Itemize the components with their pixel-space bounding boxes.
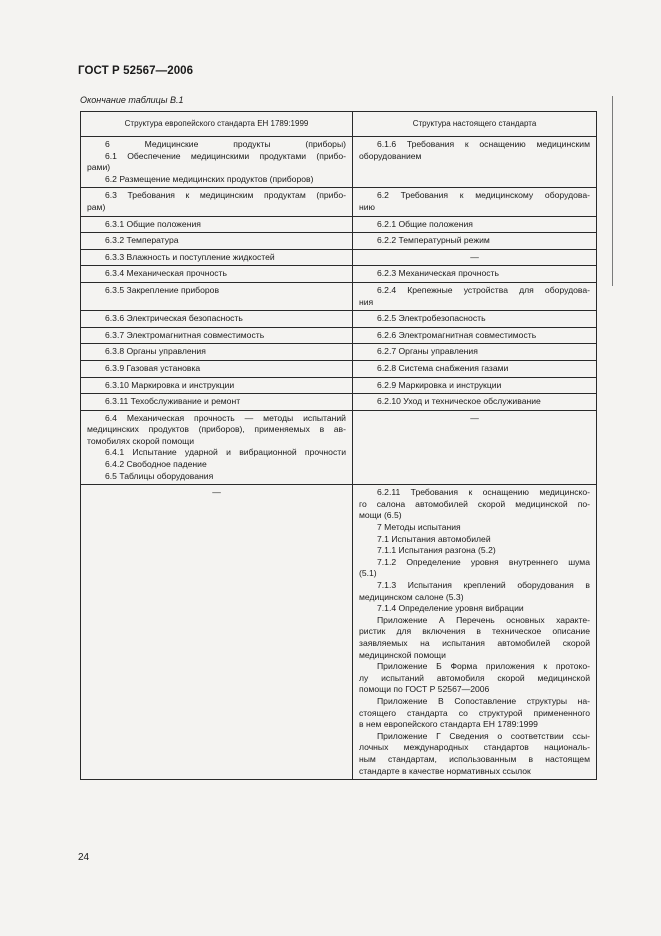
cell-line: 6.2.4 Крепежные устройства для оборудова- [377, 284, 590, 295]
cell-national [353, 485, 597, 780]
cell-european [81, 282, 353, 310]
cell-line: 7 Методы испытания [377, 522, 461, 533]
cell-national [353, 360, 597, 377]
cell-line: 6.4.2 Свободное падение [105, 459, 207, 470]
cell-line: томобилях скорой помощи [87, 435, 195, 446]
table-row [81, 137, 597, 188]
cell-line: рам) [87, 201, 106, 212]
cell-line: 6.2.6 Электромагнитная совместимость [377, 329, 537, 340]
cell-european [81, 266, 353, 283]
cell-line: 6.2 Требования к медицинскому оборудова- [377, 190, 590, 201]
cell-european [81, 188, 353, 216]
cell-european [81, 410, 353, 485]
cell-line: 6.3.9 Газовая установка [105, 362, 201, 373]
cell-european [81, 311, 353, 328]
cell-line: 6.2.3 Механическая прочность [377, 268, 499, 279]
cell-line: ния [359, 296, 374, 307]
cell-line: стоящего стандарта со структурой примененного [359, 707, 590, 718]
cell-line: 6.3.10 Маркировка и инструкции [105, 379, 235, 390]
cell-line: 6.2.9 Маркировка и инструкции [377, 379, 502, 390]
cell-line: 6.4.1 Испытание ударной и вибрационной прочности [105, 447, 346, 458]
cell-line: 6.3.1 Общие положения [105, 218, 201, 229]
cell-national [353, 266, 597, 283]
cell-european [81, 233, 353, 250]
table-row [81, 266, 597, 283]
cell-european [81, 485, 353, 780]
cell-national [353, 344, 597, 361]
cell-national [353, 282, 597, 310]
cell-line: Приложение В Сопоставление структуры на- [377, 695, 590, 706]
cell-line: 6.1 Обеспечение медицинскими продуктами (прибо- [105, 150, 346, 161]
table-row [81, 327, 597, 344]
table-row [81, 188, 597, 216]
structure-comparison-table [80, 111, 597, 780]
cell-national [353, 410, 597, 485]
cell-line: 6.2 Размещение медицинских продуктов (приборов) [105, 173, 314, 184]
cell-line: заявляемых на испытания автомобилей скорой [359, 637, 590, 648]
cell-line: лу испытаний автомобиля скорой медицинской [359, 672, 590, 683]
cell-european [81, 216, 353, 233]
cell-line: медицинских продуктов (приборов), применяемых в ав- [87, 424, 346, 435]
cell-line: го салона автомобилей скорой медицинской по- [359, 498, 590, 509]
cell-european [81, 360, 353, 377]
table-row [81, 311, 597, 328]
table-caption: Окончание таблицы В.1 [80, 95, 184, 105]
table-row [81, 344, 597, 361]
cell-line: 7.1 Испытания автомобилей [377, 533, 491, 544]
cell-line: медицинском салоне (5.3) [359, 591, 464, 602]
margin-rule [612, 96, 613, 286]
cell-national [353, 311, 597, 328]
cell-line: 6.2.5 Электробезопасность [377, 313, 486, 324]
cell-line: мощи (6.5) [359, 510, 402, 521]
table-row [81, 377, 597, 394]
cell-national [353, 377, 597, 394]
cell-line: 6.3.6 Электрическая безопасность [105, 313, 243, 324]
cell-european [81, 377, 353, 394]
cell-line: 6.4 Механическая прочность — методы испытаний [105, 412, 346, 423]
table-header-row [81, 112, 597, 137]
cell-dash: — [212, 487, 221, 498]
cell-line: 6.2.2 Температурный режим [377, 235, 490, 246]
cell-line: 6.2.8 Система снабжения газами [377, 362, 509, 373]
cell-line: 7.1.2 Определение уровня внутреннего шума [377, 556, 590, 567]
cell-line: Приложение Б Форма приложения к протоко- [377, 661, 590, 672]
cell-european [81, 394, 353, 411]
cell-line: Приложение А Перечень основных характе- [377, 614, 590, 625]
cell-line: помощи по ГОСТ Р 52567—2006 [359, 684, 490, 695]
cell-european [81, 249, 353, 266]
cell-european [81, 344, 353, 361]
cell-line: ным стандартам, использованным в настоящем [359, 753, 590, 764]
cell-line: 6.2.11 Требования к оснащению медицинско- [377, 487, 590, 498]
cell-line: Приложение Г Сведения о соответствии ссы- [377, 730, 590, 741]
cell-line: нию [359, 201, 375, 212]
cell-line: 6.3.8 Органы управления [105, 346, 206, 357]
cell-line: 7.1.4 Определение уровня вибрации [377, 603, 524, 614]
cell-line: 6.3.7 Электромагнитная совместимость [105, 329, 265, 340]
cell-line: 7.1.1 Испытания разгона (5.2) [377, 545, 496, 556]
table-row [81, 394, 597, 411]
cell-line: ристик для включения в техническое описание [359, 626, 590, 637]
page-number: 24 [78, 852, 90, 863]
cell-dash: — [470, 412, 479, 423]
cell-european [81, 327, 353, 344]
cell-national [353, 188, 597, 216]
cell-line: 6.2.10 Уход и техническое обслуживание [377, 396, 541, 407]
cell-line: оборудованием [359, 150, 422, 161]
cell-line: медицинской помощи [359, 649, 446, 660]
table-row [81, 282, 597, 310]
cell-line: 6 Медицинские продукты (приборы) [105, 139, 346, 149]
cell-european [81, 137, 353, 188]
cell-line: 6.3.11 Техобслуживание и ремонт [105, 396, 241, 407]
table-row [81, 216, 597, 233]
table-row [81, 360, 597, 377]
table-row [81, 485, 597, 780]
cell-line: 6.2.1 Общие положения [377, 218, 473, 229]
cell-line: рами) [87, 162, 111, 173]
cell-line: (5.1) [359, 568, 377, 579]
cell-national [353, 233, 597, 250]
cell-line: 6.3.2 Температура [105, 235, 179, 246]
cell-line: в нем европейского стандарта ЕН 1789:1999 [359, 719, 538, 730]
cell-line: 6.3 Требования к медицинским продуктам (прибо- [105, 190, 346, 201]
cell-line: 6.5 Таблицы оборудования [105, 470, 214, 481]
document-header: ГОСТ Р 52567—2006 [78, 65, 194, 77]
table-row [81, 249, 597, 266]
column-header-national: Структура настоящего стандарта [353, 112, 597, 137]
cell-line: стандарте в качестве нормативных ссылок [359, 765, 531, 776]
cell-line: 6.3.4 Механическая прочность [105, 268, 227, 279]
cell-national [353, 327, 597, 344]
table-row [81, 410, 597, 485]
cell-line: 6.3.5 Закрепление приборов [105, 284, 220, 295]
cell-line: 6.3.3 Влажность и поступление жидкостей [105, 251, 275, 262]
cell-dash: — [470, 251, 479, 262]
cell-line: 6.1.6 Требования к оснащению медицинским [377, 139, 590, 149]
cell-line: 6.2.7 Органы управления [377, 346, 478, 357]
column-header-european: Структура европейского стандарта ЕН 1789:1999 [81, 112, 353, 137]
cell-line: лочных международных стандартов националь- [359, 742, 590, 753]
cell-national [353, 249, 597, 266]
table-row [81, 233, 597, 250]
cell-national [353, 137, 597, 188]
cell-line: 7.1.3 Испытания креплений оборудования в [377, 580, 590, 590]
cell-national [353, 394, 597, 411]
cell-national [353, 216, 597, 233]
